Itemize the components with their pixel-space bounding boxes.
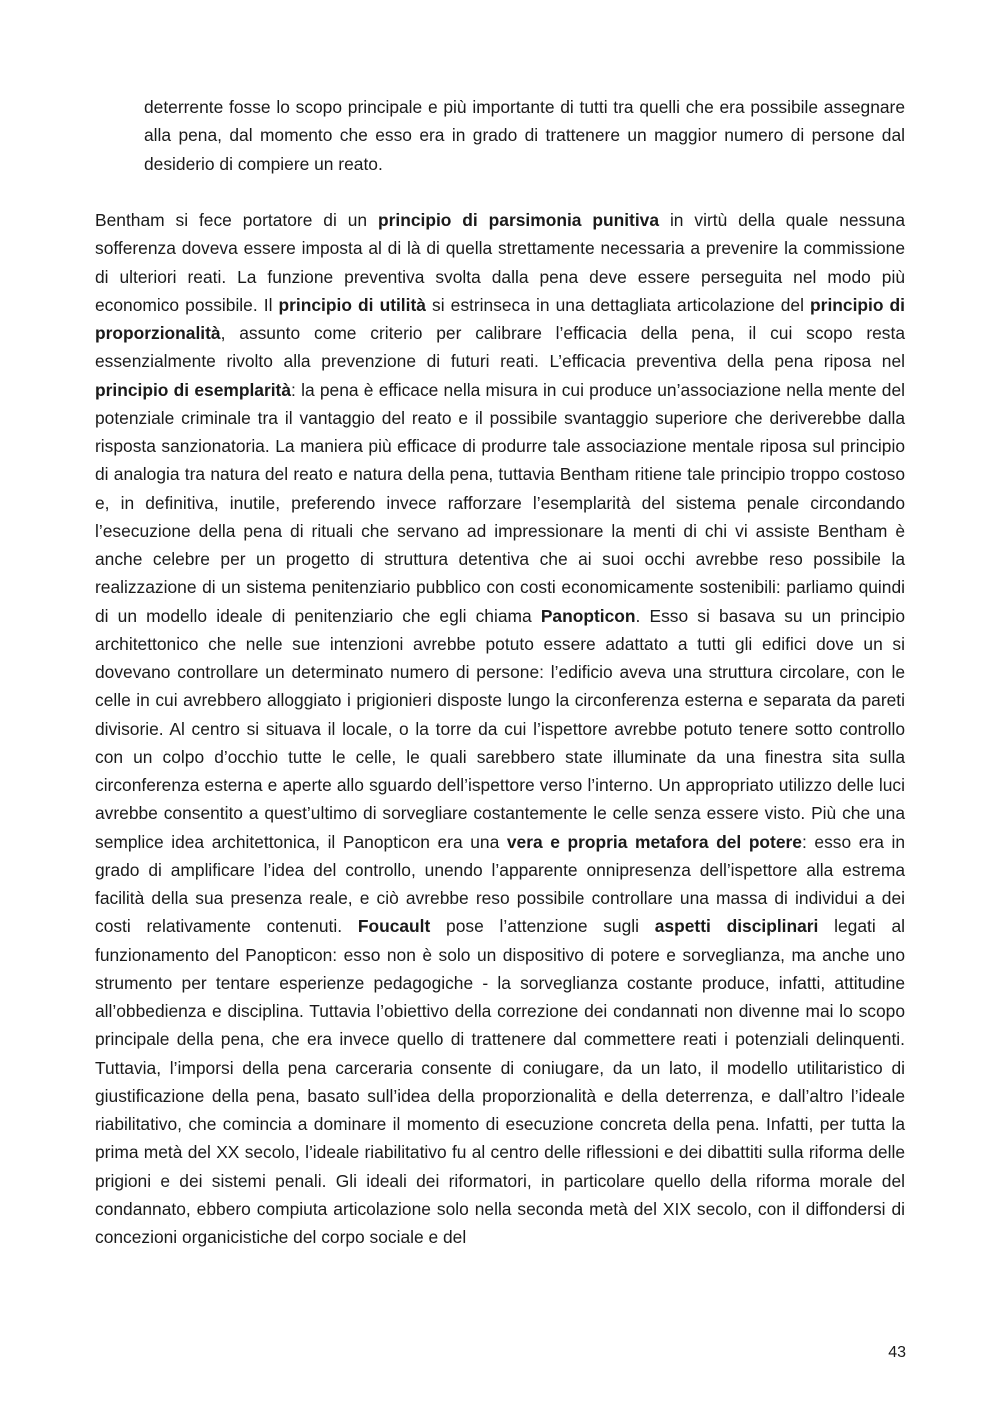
bold-term: Panopticon	[540, 605, 636, 626]
paragraph-text: Bentham si fece portatore di un	[95, 210, 378, 230]
bold-term: Foucault	[357, 916, 431, 937]
bold-term: aspetti disciplinari	[654, 916, 819, 937]
paragraph-text: legati al funzionamento del Panopticon: esso non è solo un dispositivo di potere e sorveglianza, ma anche uno strumento per tentare esperienze pedagogiche - la sorveglianza costante produce, infatti, attitudine all’obbedienza e disciplina. Tuttavia l’obiettivo della correzione dei condannati non divenne mai lo scopo principale della pena, che era invece quello di trattenere dal commettere reati i potenziali delinquenti. Tuttavia, l’imporsi della pena carceraria consente di coniugare, da un lato, il modello utilitaristico di giustificazione della pena, basato sull’idea della proporzionalità e della deterrenza, e dall’altro l’ideale riabilitativo, che comincia a dominare il momento di esecuzione concreta della pena. Infatti, per tutta la prima metà del XX secolo, l’ideale riabilitativo fu al centro delle riflessioni e dei dibattiti sulla riforma delle prigioni e dei sistemi penali. Gli ideali dei riformatori, in particolare quello della riforma morale del condannato, ebbero compiuta articolazione solo nella seconda metà del XIX secolo, con il diffondersi di concezioni organicistiche del corpo sociale e del	[95, 916, 906, 1247]
bold-term: principio di proporzionalità	[95, 294, 906, 343]
body-paragraph	[95, 206, 905, 1251]
paragraph-text: : la pena è efficace nella misura in cui produce un’associazione nella mente del potenziale criminale tra il vantaggio del reato e il possibile svantaggio superiore che deriverebbe dalla risposta sanzionatoria. La maniera più efficace di produrre tale associazione mentale riposa sul principio di analogia tra natura del reato e natura della pena, tuttavia Bentham ritiene tale principio troppo costoso e, in definitiva, inutile, preferendo invece rafforzare l’esemplarità del sistema penale circondando l’esecuzione della pena di rituali che servano ad impressionare la menti di chi vi assiste Bentham è anche celebre per un progetto di struttura detentiva che ai suoi occhi avrebbe reso possibile la realizzazione di un sistema penitenziario pubblico con costi economicamente sostenibili: parliamo quindi di un modello ideale di penitenziario che egli chiama	[95, 379, 905, 626]
quote-text: deterrente fosse lo scopo principale e più importante di tutti tra quelli che era possibile assegnare alla pena, dal momento che esso era in grado di trattenere un maggior numero di persone dal desiderio di compiere un reato.	[144, 97, 905, 174]
bold-term: principio di parsimonia punitiva	[377, 210, 660, 230]
paragraph-text: pose l’attenzione sugli	[430, 916, 655, 937]
bold-term: principio di utilità	[278, 294, 426, 315]
paragraph-text: si estrinseca in una dettagliata articolazione del	[425, 294, 811, 315]
bold-term: principio di esemplarità	[95, 379, 292, 400]
indented-quote	[144, 93, 905, 178]
paragraph-text: , assunto come criterio per calibrare l’efficacia della pena, il cui scopo resta essenzialmente rivolto alla prevenzione di futuri reati. L’efficacia preventiva della pena riposa nel	[95, 323, 905, 372]
paragraph-text: . Esso si basava su un principio architettonico che nelle sue intenzioni avrebbe potuto essere adattato a tutti gli edifici dove un si dovevano controllare un determinato numero di persone: l’edificio aveva una struttura circolare, con le celle in cui avrebbero alloggiato i prigionieri disposte lungo la circonferenza esterna e separata da pareti divisorie. Al centro si situava il locale, o la torre da cui l’ispettore avrebbe potuto tenere sotto controllo con un colpo d’occhio tutte le celle, le quali sarebbero state illuminate da una finestra sita sulla circonferenza esterna e aperte allo sguardo dell’ispettore verso l’interno. Un appropriato utilizzo delle luci avrebbe consentito a quest’ultimo di sorvegliare costantemente le celle senza essere visto. Più che una semplice idea architettonica, il Panopticon era una	[95, 605, 905, 852]
page-number: 43	[888, 1344, 906, 1361]
paragraph-text: in virtù della quale nessuna sofferenza doveva essere imposta al di là di quella strettamente necessaria a prevenire la commissione di ulteriori reati. La funzione preventiva svolta dalla pena deve essere perseguita nel modo più economico possibile. Il	[95, 210, 906, 315]
bold-term: vera e propria metafora del potere	[506, 831, 802, 852]
paragraph-text: : esso era in grado di amplificare l’idea del controllo, unendo l’apparente onnipresenza dell’ispettore alla estrema facilità della sua presenza reale, e ciò avrebbe reso possibile controllare una massa di individui a dei costi relativamente contenuti.	[95, 831, 906, 937]
